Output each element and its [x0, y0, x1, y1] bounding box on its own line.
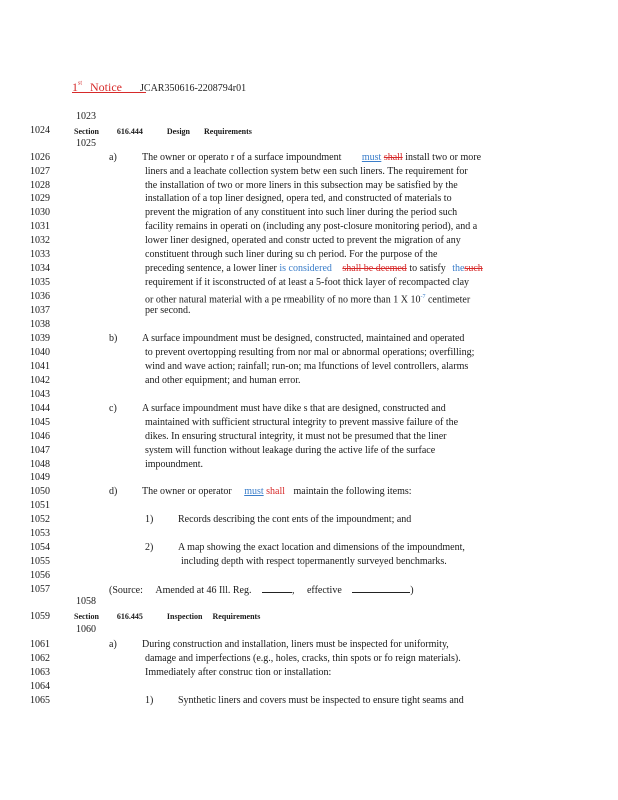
section-word: Section: [74, 127, 99, 136]
source-open: (Source:: [109, 585, 143, 596]
text-line: facility remains in operati on (including any post-closure monitoring period), and a: [145, 221, 478, 232]
paragraph-letter: a): [109, 152, 117, 163]
inserted-text: the: [452, 263, 465, 274]
line-number: 1029: [30, 193, 50, 204]
inserted-text: must: [244, 486, 264, 497]
line-number: 1034: [30, 263, 50, 274]
source-effective: effective: [306, 585, 342, 596]
inserted-text: must: [361, 152, 382, 163]
line-number: 1042: [30, 375, 50, 386]
line-number: 1026: [30, 152, 50, 163]
section-title-1: Inspection: [166, 612, 203, 621]
line-number: 1051: [30, 500, 50, 511]
list-number: 2): [145, 542, 154, 553]
text-line: [142, 486, 412, 498]
line-number: 1023: [76, 111, 96, 122]
line-number: 1050: [30, 486, 50, 497]
paragraph-letter: a): [109, 639, 117, 650]
line-number: 1059: [30, 611, 50, 622]
text-line: and other equipment; and human error.: [145, 375, 301, 386]
line-number: 1043: [30, 389, 50, 400]
text-line: the installation of two or more liners in this subsection may be satisfied by the: [145, 180, 458, 191]
deleted-text: shall be deemed: [342, 263, 407, 274]
text-run: centimeter: [427, 294, 471, 306]
line-number: 1027: [30, 166, 50, 177]
notice-number: 1: [72, 80, 78, 94]
line-number: 1031: [30, 221, 50, 232]
text-line: installation of a top liner designed, opera ted, and constructed of materials to: [145, 193, 452, 204]
section-title-2: Requirements: [212, 612, 261, 621]
text-line: Synthetic liners and covers must be inspected to ensure tight seams and: [178, 695, 464, 706]
line-number: 1064: [30, 681, 50, 692]
line-number: 1063: [30, 667, 50, 678]
text-run: to satisfy: [409, 263, 446, 274]
line-number: 1049: [30, 472, 50, 483]
line-number: 1036: [30, 291, 50, 302]
text-line: liners and a leachate collection system betw een such liners. The requirement for: [145, 166, 468, 177]
line-number: 1053: [30, 528, 50, 539]
text-run: install two or more: [405, 152, 482, 163]
line-number: 1052: [30, 514, 50, 525]
text-run: The owner or operator: [142, 486, 232, 497]
text-line: prevent the migration of any constituent into such liner during the period such: [145, 207, 458, 218]
line-number: 1057: [30, 584, 50, 595]
header-underline: [72, 92, 146, 93]
line-number: 1062: [30, 653, 50, 664]
line-number: 1041: [30, 361, 50, 372]
line-number: 1033: [30, 249, 50, 260]
text-run: maintain the following items:: [293, 486, 412, 497]
line-number: 1046: [30, 431, 50, 442]
text-line: A surface impoundment must be designed, constructed, maintained and operated: [142, 333, 465, 344]
superscript: -7: [420, 294, 426, 300]
deleted-text: shall: [266, 486, 286, 497]
text-line: Immediately after construc tion or installation:: [145, 667, 332, 678]
doc-code: JCAR350616-2208794r01: [140, 83, 247, 94]
inserted-text: is considered: [279, 263, 332, 274]
line-number: 1047: [30, 445, 50, 456]
notice-suffix: st: [78, 80, 83, 87]
line-number: 1038: [30, 319, 50, 330]
line-number: 1065: [30, 695, 50, 706]
source-note: [109, 584, 414, 597]
text-line: Records describing the cont ents of the impoundment; and: [178, 514, 412, 525]
line-number: 1039: [30, 333, 50, 344]
paragraph-letter: c): [109, 403, 117, 414]
line-number: 1055: [30, 556, 50, 567]
source-amended: Amended at 46 Ill. Reg.: [155, 585, 252, 596]
text-line: A surface impoundment must have dike s that are designed, constructed and: [142, 403, 446, 414]
section-title-2: Requirements: [204, 127, 252, 136]
section-number: 616.445: [116, 612, 143, 621]
text-line: system will function without leakage during the active life of the surface: [145, 445, 436, 456]
text-line: including depth with respect topermanently surveyed benchmarks.: [181, 556, 447, 567]
line-number: 1037: [30, 305, 50, 316]
source-close: ): [410, 585, 414, 596]
text-line: constituent through such liner during su ch period. For the purpose of the: [145, 249, 438, 260]
line-number: 1030: [30, 207, 50, 218]
line-number: 1048: [30, 459, 50, 470]
line-number: 1044: [30, 403, 50, 414]
section-heading: [74, 127, 252, 136]
effective-date-blank: [352, 584, 410, 593]
deleted-text: shall: [383, 152, 403, 163]
line-number: 1061: [30, 639, 50, 650]
section-heading: [74, 612, 260, 621]
text-line: to prevent overtopping resulting from nor mal or abnormal operations; overfilling;: [145, 347, 475, 358]
text-line: maintained with sufficient structural integrity to prevent massive failure of the: [145, 417, 459, 428]
section-number: 616.444: [116, 127, 143, 136]
text-line: [142, 152, 481, 164]
notice-header: [72, 78, 246, 96]
section-word: Section: [74, 612, 99, 621]
section-title-1: Design: [166, 127, 191, 136]
deleted-text: such: [464, 263, 483, 274]
text-line: damage and imperfections (e.g., holes, cracks, thin spots or fo reign materials).: [145, 653, 461, 664]
text-line: requirement if it isconstructed of at least a 5-foot thick layer of recompacted clay: [145, 277, 470, 288]
line-number: 1035: [30, 277, 50, 288]
line-number: 1040: [30, 347, 50, 358]
line-number: 1028: [30, 180, 50, 191]
line-number: 1045: [30, 417, 50, 428]
text-line: A map showing the exact location and dimensions of the impoundment,: [178, 542, 465, 553]
notice-label: Notice: [90, 80, 123, 94]
paragraph-letter: b): [109, 333, 118, 344]
line-number: 1025: [76, 138, 96, 149]
text-run: preceding sentence, a lower liner: [145, 263, 277, 274]
text-line: impoundment.: [145, 459, 204, 470]
line-number: 1032: [30, 235, 50, 246]
line-number: 1058: [76, 596, 96, 607]
text-line: per second.: [145, 305, 191, 316]
line-number: 1054: [30, 542, 50, 553]
text-line: [145, 291, 470, 306]
text-run: The owner or operato r of a surface impoundment: [142, 152, 342, 163]
list-number: 1): [145, 514, 154, 525]
paragraph-letter: d): [109, 486, 118, 497]
text-run: or other natural material with a pe rmeability of no more than 1 X 10: [145, 294, 421, 306]
text-line: During construction and installation, liners must be inspected for uniformity,: [142, 639, 449, 650]
text-line: [145, 263, 483, 275]
register-page-blank: [262, 584, 292, 593]
text-line: wind and wave action; rainfall; run-on; ma lfunctions of level controllers, alarms: [145, 361, 469, 372]
line-number: 1060: [76, 624, 96, 635]
list-number: 1): [145, 695, 154, 706]
text-line: lower liner designed, operated and constr ucted to prevent the migration of any: [145, 235, 461, 246]
line-number: 1024: [30, 125, 50, 136]
text-line: dikes. In ensuring structural integrity, it must not be presumed that the liner: [145, 431, 447, 442]
line-number: 1056: [30, 570, 50, 581]
source-comma: ,: [291, 585, 295, 596]
